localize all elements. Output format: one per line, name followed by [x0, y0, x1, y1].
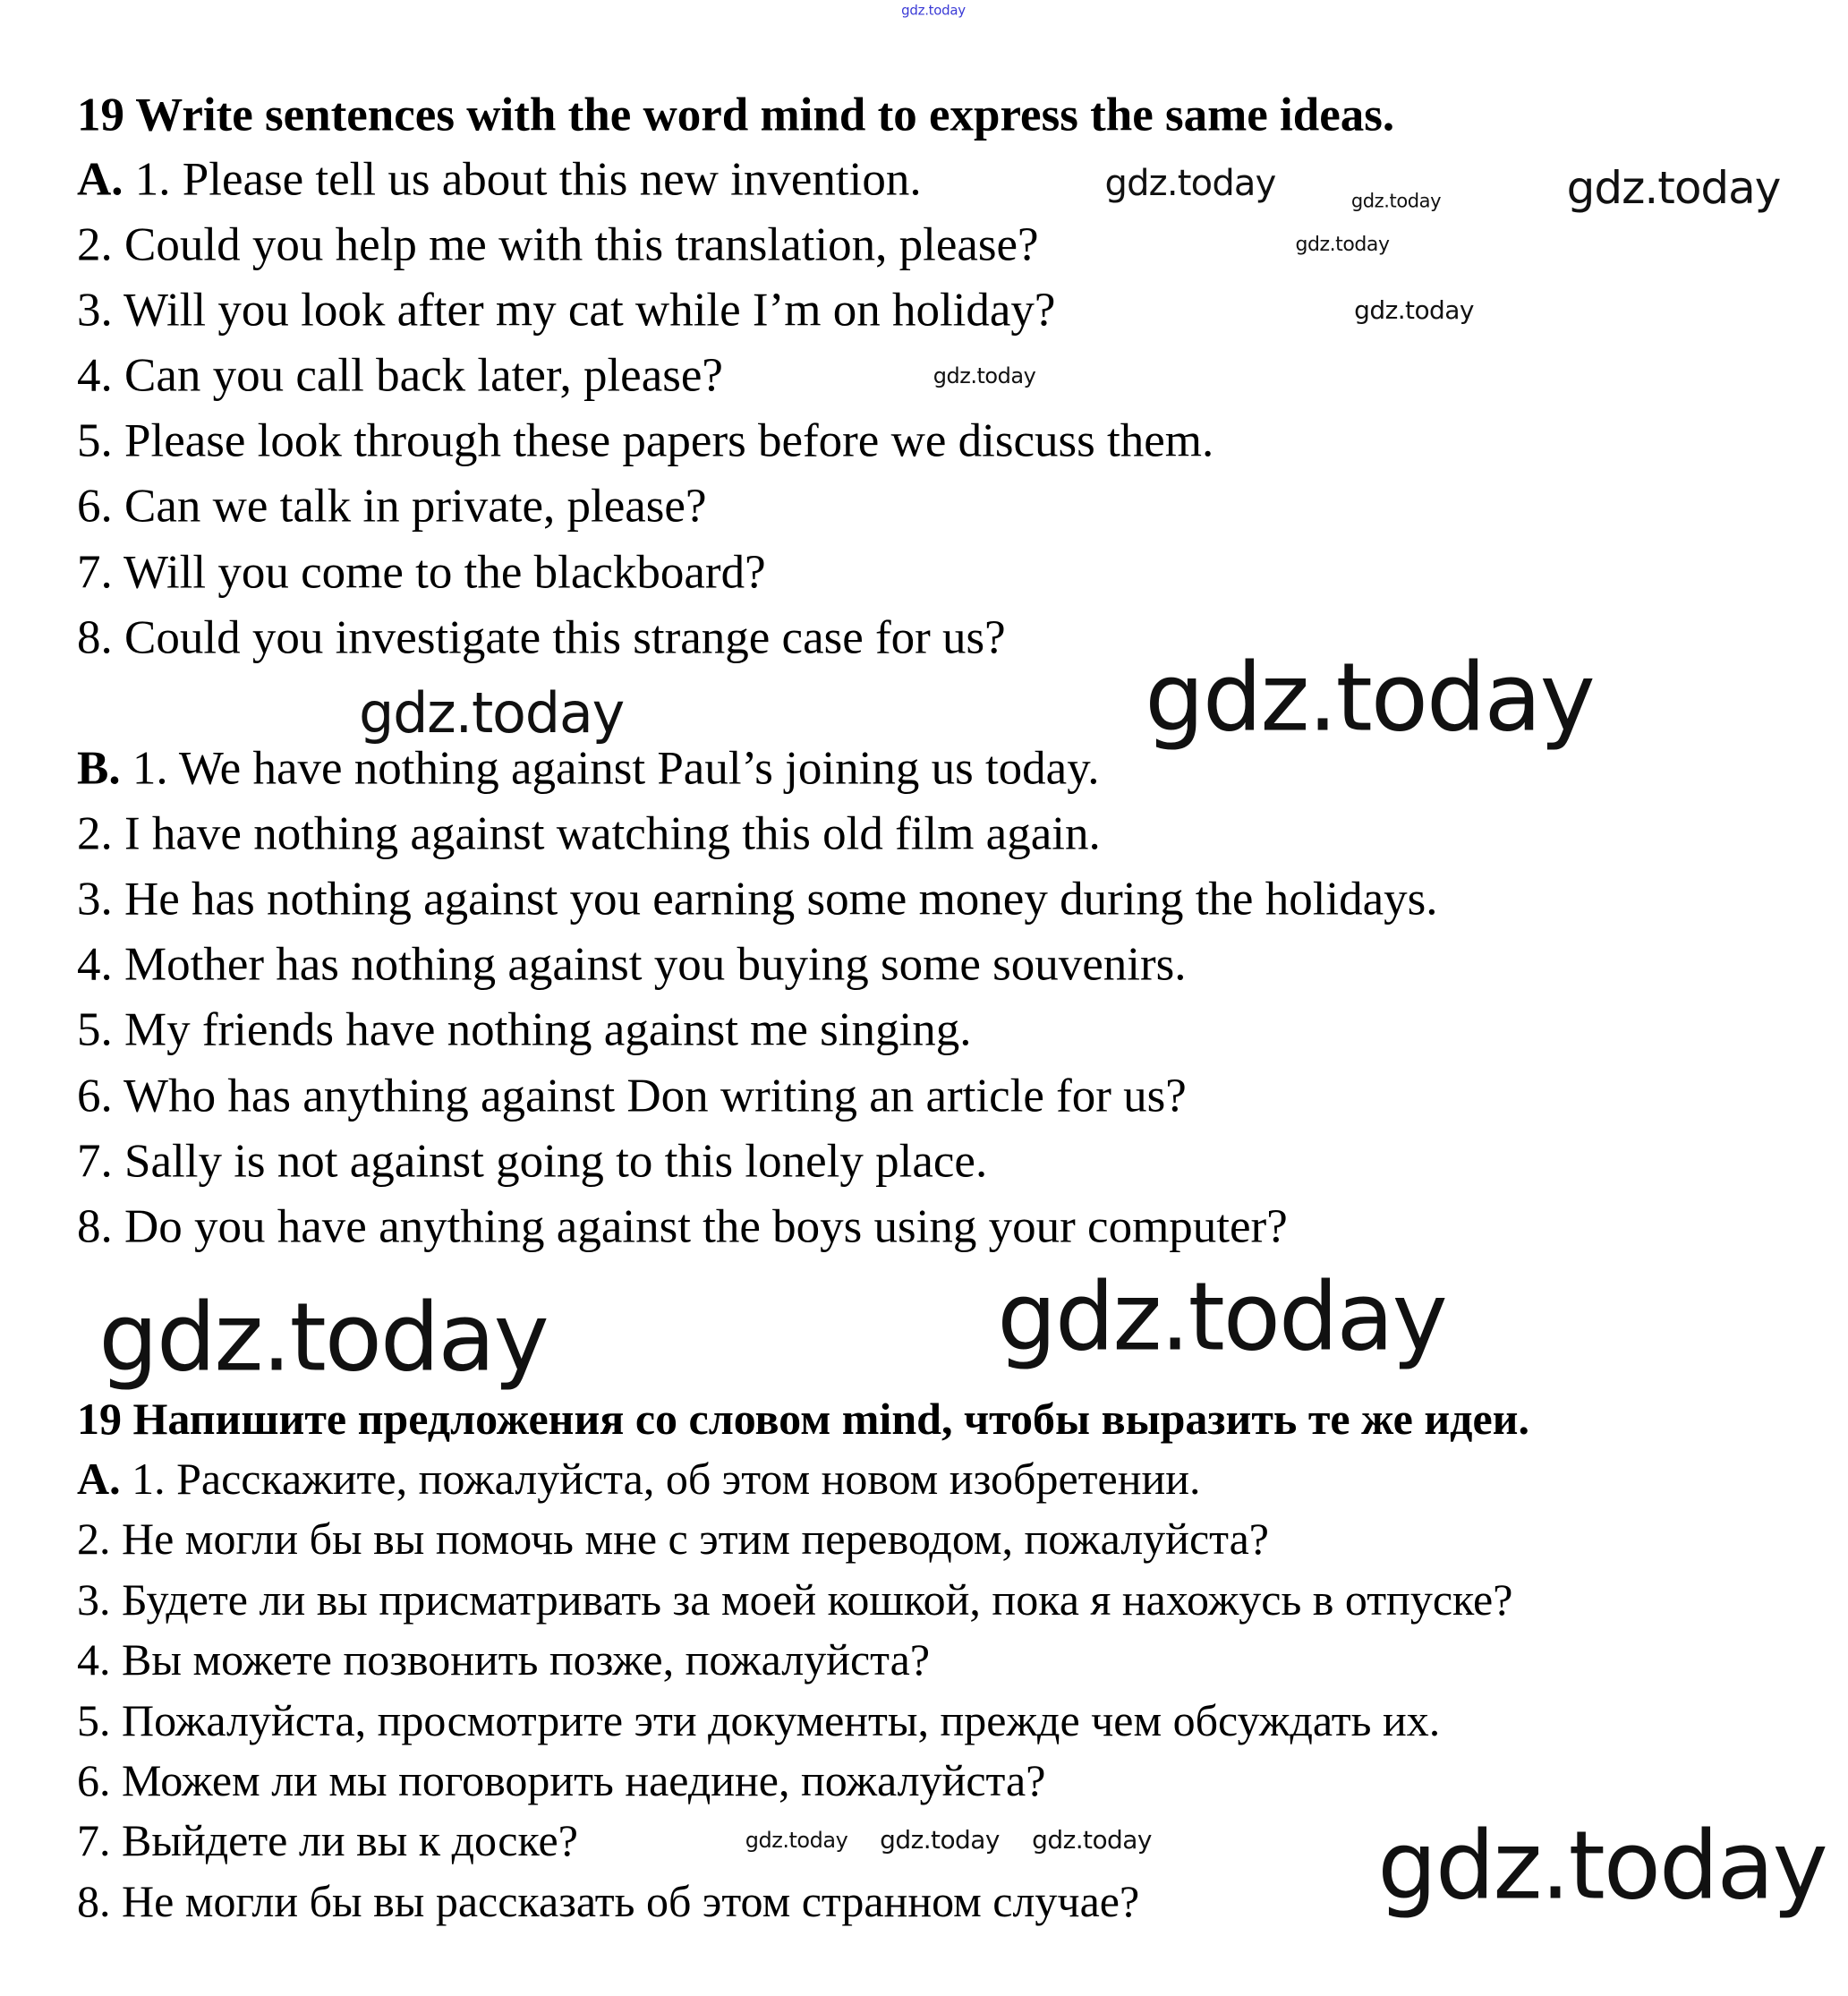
- sentence: 1. Расскажите, пожалуйста, об этом новом изобретении.: [132, 1454, 1201, 1504]
- list-item: 4. Can you call back later, please?: [77, 349, 723, 402]
- list-item: 6. Можем ли мы поговорить наедине, пожалуйста?: [77, 1755, 1046, 1805]
- list-item: [77, 1454, 1201, 1504]
- watermark: gdz.today: [1104, 163, 1276, 204]
- list-item: 8. Do you have anything against the boys using your computer?: [77, 1200, 1288, 1253]
- list-item: 2. I have nothing against watching this old film again.: [77, 807, 1101, 860]
- list-item: 5. Пожалуйста, просмотрите эти документы, прежде чем обсуждать их.: [77, 1695, 1441, 1745]
- watermark: gdz.today: [901, 2, 966, 19]
- watermark: gdz.today: [1566, 162, 1781, 214]
- list-item: 6. Can we talk in private, please?: [77, 480, 707, 533]
- watermark: gdz.today: [1350, 190, 1442, 212]
- section-label: A.: [77, 153, 123, 206]
- list-item: 7. Выйдете ли вы к доске?: [77, 1815, 578, 1865]
- list-item: 4. Mother has nothing against you buying some souvenirs.: [77, 938, 1187, 991]
- watermark: gdz.today: [1295, 234, 1390, 256]
- watermark: gdz.today: [358, 680, 625, 746]
- watermark: gdz.today: [933, 363, 1036, 388]
- list-item: 5. Please look through these papers before we discuss them.: [77, 414, 1214, 467]
- list-item: 4. Вы можете позвонить позже, пожалуйста?: [77, 1634, 931, 1685]
- section-label: B.: [77, 742, 121, 795]
- list-item: 3. Будете ли вы присматривать за моей кошкой, пока я нахожусь в отпуске?: [77, 1574, 1513, 1625]
- watermark: gdz.today: [1032, 1825, 1152, 1855]
- list-item: 2. Could you help me with this translation, please?: [77, 218, 1039, 271]
- sentence: 1. Please tell us about this new invention.: [134, 153, 922, 206]
- list-item: 3. Will you look after my cat while I’m on holiday?: [77, 284, 1056, 337]
- list-item: 5. My friends have nothing against me singing.: [77, 1003, 972, 1056]
- list-item: 8. Не могли бы вы рассказать об этом странном случае?: [77, 1876, 1140, 1926]
- list-item: 2. Не могли бы вы помочь мне с этим переводом, пожалуйста?: [77, 1514, 1269, 1564]
- sentence: 1. We have nothing against Paul’s joining us today.: [132, 742, 1100, 795]
- list-item: 8. Could you investigate this strange case for us?: [77, 611, 1006, 664]
- exercise-title-en: 19 Write sentences with the word mind to express the same ideas.: [77, 89, 1395, 141]
- exercise-title-ru: 19 Напишите предложения со словом mind, чтобы выразить те же идеи.: [77, 1394, 1529, 1444]
- watermark: gdz.today: [997, 1262, 1446, 1372]
- watermark: gdz.today: [98, 1283, 548, 1393]
- list-item: [77, 153, 922, 206]
- list-item: 6. Who has anything against Don writing an article for us?: [77, 1070, 1187, 1122]
- watermark: gdz.today: [745, 1828, 848, 1853]
- watermark: gdz.today: [1377, 1811, 1827, 1921]
- watermark: gdz.today: [880, 1825, 1000, 1855]
- watermark: gdz.today: [1145, 643, 1594, 753]
- watermark: gdz.today: [1354, 295, 1474, 325]
- list-item: 3. He has nothing against you earning some money during the holidays.: [77, 873, 1438, 925]
- section-label: A.: [77, 1454, 121, 1504]
- list-item: 7. Will you come to the blackboard?: [77, 546, 766, 599]
- list-item: [77, 742, 1100, 795]
- list-item: 7. Sally is not against going to this lonely place.: [77, 1135, 988, 1188]
